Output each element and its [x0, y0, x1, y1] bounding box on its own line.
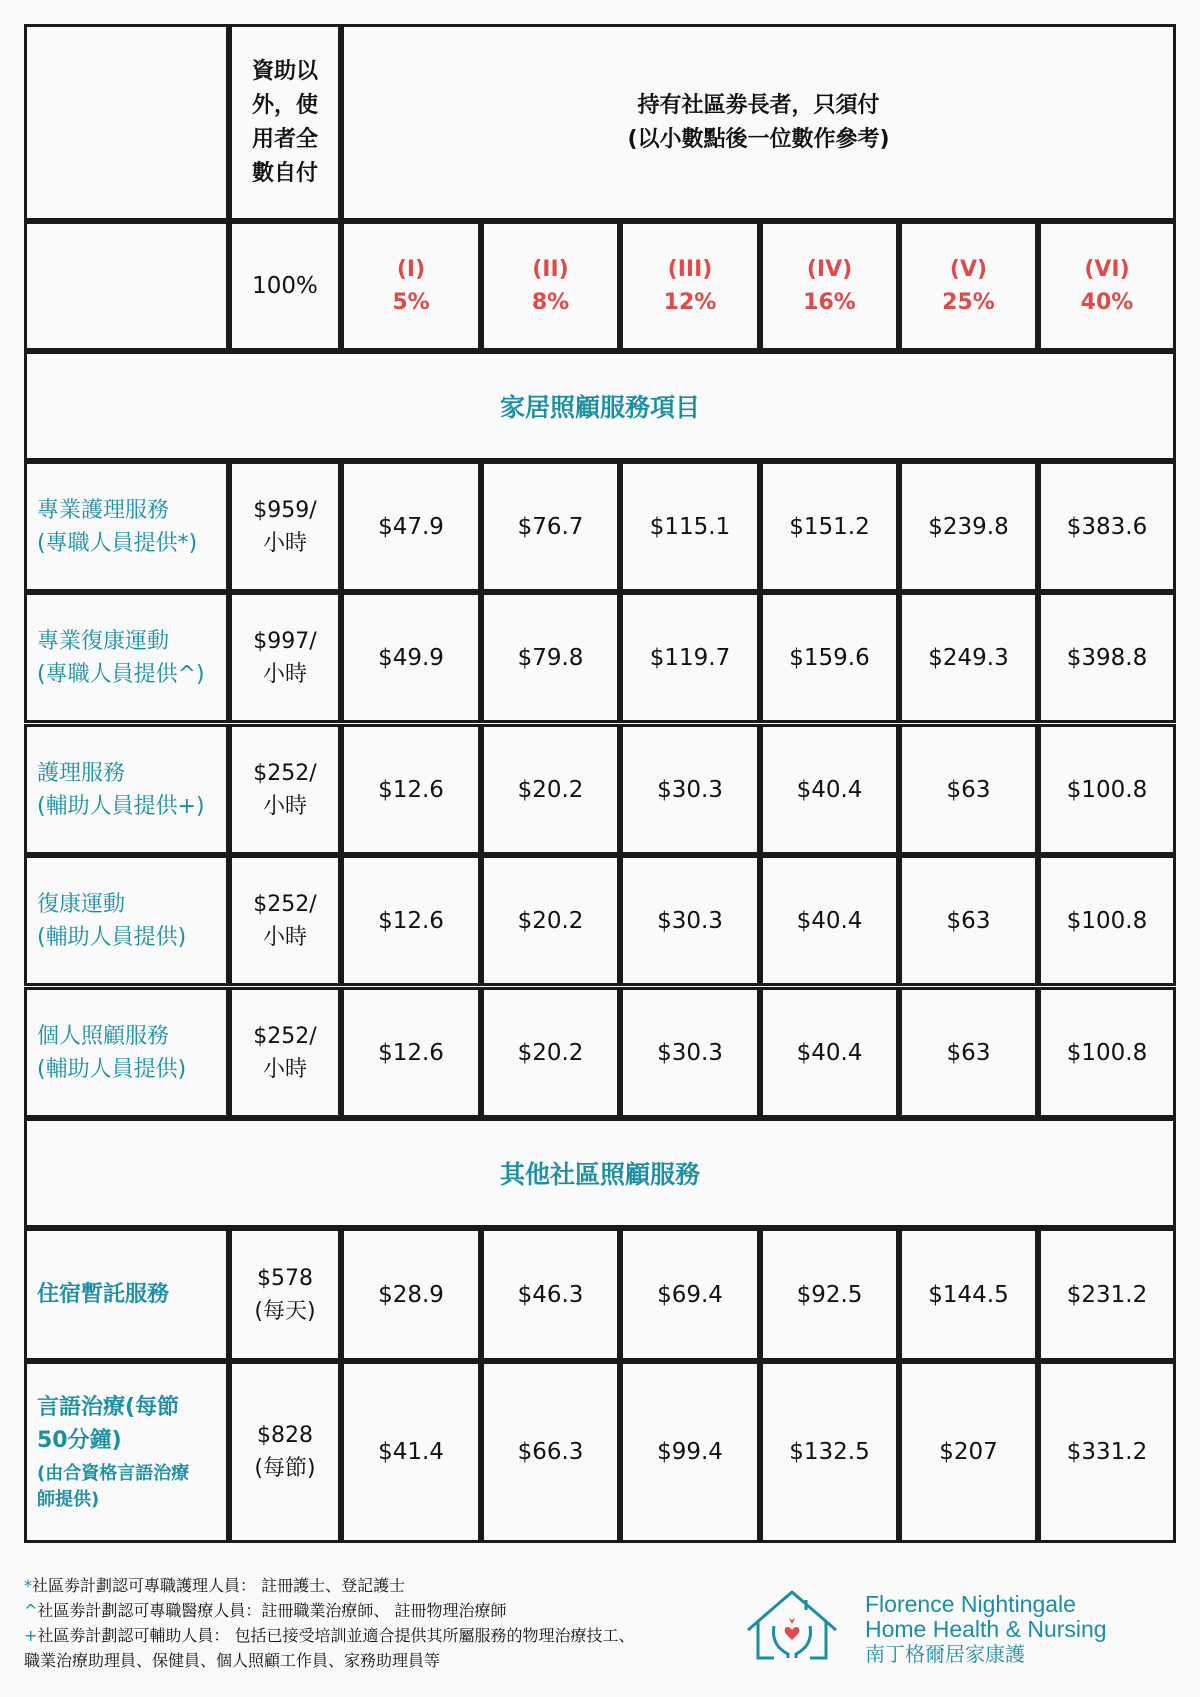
copay-value-cell: [481, 1228, 620, 1361]
service-provider: (專職人員提供*): [37, 530, 198, 556]
copay-value-cell: [481, 592, 620, 723]
copay-value-cell: [760, 1361, 899, 1543]
full-price: $252/: [253, 1023, 317, 1049]
copay-value: $63: [946, 1039, 991, 1066]
copay-value: $76.7: [517, 513, 584, 540]
copay-value: $66.3: [517, 1439, 584, 1465]
service-name: 個人照顧服務: [37, 1023, 170, 1049]
tier-cell: [341, 221, 481, 351]
copay-value-cell: [1038, 1228, 1176, 1361]
copay-value-cell: [341, 855, 481, 986]
copay-value-cell: [620, 724, 760, 855]
copay-value-cell: [620, 461, 760, 592]
copay-value: $40.4: [796, 776, 863, 803]
copay-value-cell: [899, 987, 1038, 1118]
footnote-4: 職業治療助理員、保健員、個人照顧工作員、家務助理員等: [24, 1651, 441, 1670]
copay-value: $144.5: [928, 1281, 1009, 1308]
copay-value: $28.9: [378, 1281, 444, 1308]
brand-logo: [744, 1592, 1164, 1672]
tier-blank-cell: [24, 221, 229, 351]
tier-roman: (III): [667, 257, 713, 282]
full-price: $252/: [253, 760, 317, 786]
header-blank-cell: [24, 24, 229, 221]
copay-value-cell: [341, 724, 481, 855]
service-name-speech-therapy: 言語治療(每節 50分鐘) (由合資格言語治療 師提供): [24, 1361, 229, 1543]
section-title-other-community: 其他社區照顧服務: [24, 1118, 1176, 1228]
full-price-cell: [229, 987, 341, 1118]
full-price-cell: [229, 461, 341, 592]
copay-value: $63: [946, 776, 991, 803]
full-price: $959/: [253, 497, 317, 523]
full-price-cell: [229, 724, 341, 855]
service-name: 護理服務: [37, 760, 126, 786]
price-unit: 小時: [262, 1056, 307, 1082]
price-unit: 小時: [262, 530, 307, 556]
copay-value-cell: [899, 461, 1038, 592]
service-provider: (輔助人員提供+): [37, 793, 205, 819]
copay-value: $207: [939, 1439, 998, 1465]
voucher-header-line2: (以小數點後一位數作參考): [627, 126, 890, 152]
tier-percent: 25%: [942, 290, 995, 315]
copay-value: $41.4: [378, 1439, 444, 1465]
copay-value: $20.2: [517, 1039, 584, 1066]
full-price-respite: $578 (每天): [229, 1228, 341, 1361]
copay-value-cell: [1038, 987, 1176, 1118]
voucher-header-line1: 持有社區劵長者，只須付: [637, 92, 880, 118]
tier-cell: [1038, 221, 1176, 351]
copay-value: $69.4: [657, 1281, 723, 1308]
tier-roman: (V): [949, 257, 988, 282]
service-name-cell: [24, 724, 229, 855]
full-price-cell: [229, 855, 341, 986]
price-unit: 小時: [262, 661, 307, 687]
copay-value: $239.8: [928, 513, 1009, 540]
footnote-2: ^社區劵計劃認可專職醫療人員：註冊職業治療師、 註冊物理治療師: [24, 1601, 507, 1620]
copay-value: $30.3: [657, 1039, 723, 1066]
voucher-header: [341, 24, 1176, 221]
full-price: $997/: [253, 628, 317, 654]
copay-value: $20.2: [517, 907, 584, 934]
full-price-cell: [229, 592, 341, 723]
footnote-1: *社區劵計劃認可專職護理人員： 註冊護士、登記護士: [24, 1576, 406, 1595]
copay-value-cell: [760, 987, 899, 1118]
copay-value: $47.9: [378, 513, 444, 540]
service-provider: (專職人員提供^): [37, 661, 205, 687]
copay-value-cell: [341, 1361, 481, 1543]
copay-value-cell: [1038, 461, 1176, 592]
tier-roman: (IV): [806, 257, 853, 282]
service-name-cell: [24, 461, 229, 592]
copay-value-cell: [481, 724, 620, 855]
tier-roman: (VI): [1084, 257, 1130, 282]
copay-value-cell: [1038, 724, 1176, 855]
copay-value: $115.1: [649, 513, 731, 540]
full-price-speech-therapy: $828 (每節): [229, 1361, 341, 1543]
tier-cell: [620, 221, 760, 351]
copay-value-cell: [760, 592, 899, 723]
copay-value: $99.4: [657, 1439, 723, 1465]
copay-value: $151.2: [789, 513, 870, 540]
copay-value: $132.5: [789, 1439, 870, 1465]
section-title-home-care: 家居照顧服務項目: [24, 351, 1176, 461]
tier-percent: 5%: [392, 290, 430, 315]
service-provider: (輔助人員提供): [37, 924, 187, 950]
copay-value: $12.6: [378, 1039, 444, 1066]
service-name-cell: [24, 987, 229, 1118]
service-name-respite: 住宿暫託服務: [24, 1228, 229, 1361]
copay-value: $63: [946, 907, 991, 934]
copay-value-cell: [899, 724, 1038, 855]
service-name-cell: [24, 592, 229, 723]
footnotes: [24, 1573, 744, 1673]
copay-value: $40.4: [796, 907, 863, 934]
price-unit: 小時: [262, 793, 307, 819]
copay-value-cell: [481, 855, 620, 986]
copay-value: $46.3: [517, 1281, 584, 1308]
copay-value-cell: [620, 1228, 760, 1361]
copay-value: $398.8: [1066, 644, 1148, 671]
full-pct-cell: 100%: [229, 221, 341, 351]
copay-value: $92.5: [796, 1281, 863, 1308]
copay-value-cell: [620, 1361, 760, 1543]
tier-percent: 16%: [803, 290, 856, 315]
copay-value-cell: [1038, 592, 1176, 723]
copay-value: $249.3: [928, 644, 1009, 671]
copay-value-cell: [620, 592, 760, 723]
copay-value: $159.6: [789, 644, 870, 671]
tier-cell: [481, 221, 620, 351]
copay-value: $30.3: [657, 776, 723, 803]
copay-value: $49.9: [378, 644, 444, 671]
copay-value: $20.2: [517, 776, 584, 803]
copay-value: $12.6: [378, 907, 444, 934]
footnote-3: +社區劵計劃認可輔助人員： 包括已接受培訓並適合提供其所屬服務的物理治療技工、: [24, 1626, 635, 1645]
copay-value-cell: [1038, 1361, 1176, 1543]
copay-value-cell: [341, 1228, 481, 1361]
tier-percent: 40%: [1080, 290, 1134, 315]
copay-value-cell: [481, 461, 620, 592]
copay-value-cell: [899, 592, 1038, 723]
logo-text: Florence Nightingale Home Health & Nursing 南丁格爾居家康護: [865, 1591, 1107, 1666]
copay-value-cell: [620, 855, 760, 986]
self-pay-header: 資助以外，使用者全數自付: [229, 24, 341, 221]
copay-value: $100.8: [1066, 1039, 1148, 1066]
copay-value-cell: [760, 1228, 899, 1361]
copay-value-cell: [1038, 855, 1176, 986]
copay-value: $40.4: [796, 1039, 863, 1066]
copay-value: $331.2: [1066, 1439, 1148, 1465]
tier-cell: [760, 221, 899, 351]
copay-value-cell: [899, 1361, 1038, 1543]
copay-value: $231.2: [1066, 1281, 1148, 1308]
service-provider: (輔助人員提供): [37, 1056, 187, 1082]
tier-percent: 12%: [663, 290, 717, 315]
copay-value-cell: [899, 1228, 1038, 1361]
service-name-cell: [24, 855, 229, 986]
copay-value: $79.8: [517, 644, 584, 671]
tier-roman: (II): [532, 257, 569, 282]
copay-value-cell: [341, 461, 481, 592]
copay-value-cell: [481, 987, 620, 1118]
copay-value: $12.6: [378, 776, 444, 803]
service-name: 專業護理服務: [37, 497, 170, 523]
house-hands-heart-icon: [744, 1586, 844, 1666]
copay-value-cell: [899, 855, 1038, 986]
copay-value: $119.7: [649, 644, 731, 671]
copay-value-cell: [760, 724, 899, 855]
copay-value: $30.3: [657, 907, 723, 934]
copay-value-cell: [481, 1361, 620, 1543]
service-name: 專業復康運動: [37, 628, 170, 654]
copay-value-cell: [341, 987, 481, 1118]
tier-cell: [899, 221, 1038, 351]
tier-percent: 8%: [531, 290, 570, 315]
copay-value-cell: [760, 855, 899, 986]
copay-value-cell: [760, 461, 899, 592]
copay-value: $100.8: [1066, 907, 1148, 934]
tier-roman: (I): [396, 257, 426, 282]
copay-value-cell: [341, 592, 481, 723]
service-name: 復康運動: [37, 891, 126, 917]
full-price: $252/: [253, 891, 317, 917]
copay-value: $383.6: [1066, 513, 1148, 540]
copay-value: $100.8: [1066, 776, 1148, 803]
copay-value-cell: [620, 987, 760, 1118]
price-unit: 小時: [262, 924, 307, 950]
